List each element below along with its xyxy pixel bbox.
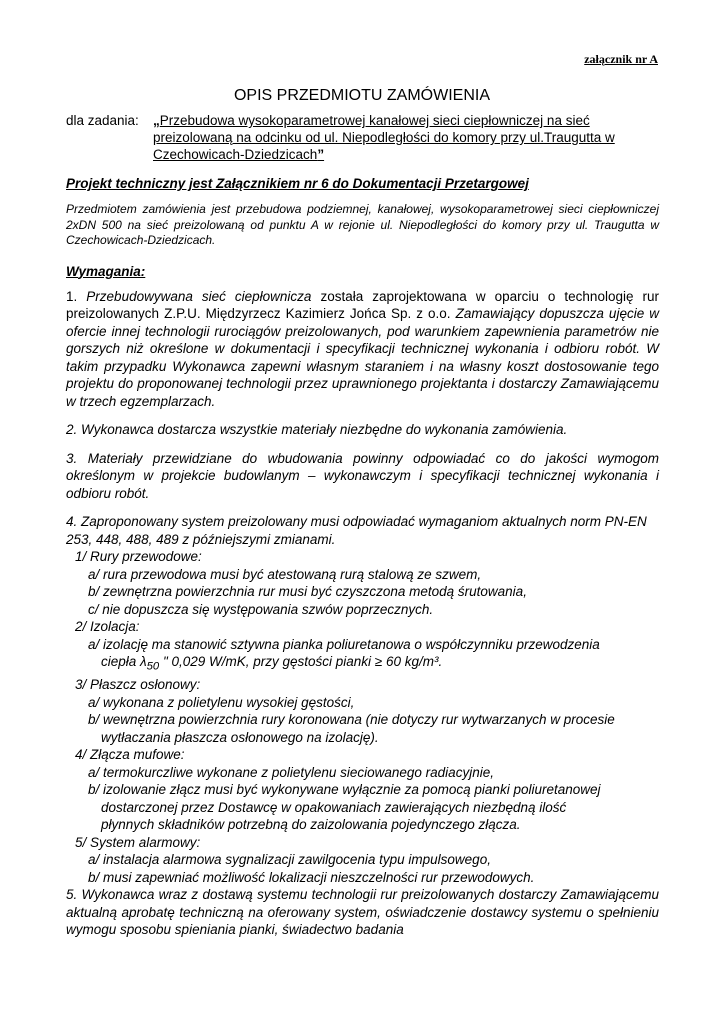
lambda-value: " 0,029 W/mK, przy gęstości pianki ≥ 60 kg/m³. [159, 654, 443, 669]
list-item: b/ izolowanie złącz musi być wykonywane wyłącznie za pomocą pianki poliuretanowej [88, 782, 601, 798]
list-item: a/ izolację ma stanowić sztywna pianka poliuretanowa o współczynniku przewodzenia [88, 636, 600, 652]
req-4-intro: 4. Zaproponowany system preizolowany musi odpowiadać wymaganiom aktualnych norm PN-EN 253, 448, 488, 489 z późniejszymi zmianami. [66, 514, 647, 547]
list-item: b/ wewnętrzna powierzchnia rury koronowana (nie dotyczy rur wytwarzanych w procesie [88, 712, 615, 728]
list-item: b/ zewnętrzna powierzchnia rur musi być czyszczona metodą śrutowania, [88, 584, 527, 599]
subsection-pipes-title: 1/ Rury przewodowe: [75, 549, 202, 564]
task-label: dla zadania: [66, 113, 139, 128]
task-title [153, 112, 666, 163]
list-item: a/ wykonana z polietylenu wysokiej gęstości, [88, 694, 355, 710]
open-quote: „ [153, 113, 160, 128]
subsection-joints-title: 4/ Złącza mufowe: [75, 747, 185, 763]
subsection-alarm-title: 5/ System alarmowy: [75, 834, 201, 850]
req-1-lead: Przebudowywana sieć ciepłownicza [86, 288, 312, 304]
list-item: b/ musi zapewniać możliwość lokalizacji nieszczelności rur przewodowych. [88, 869, 535, 885]
req-1-number: 1. [66, 288, 78, 304]
list-item: a/ termokurczliwe wykonane z polietylenu sieciowanego radiacyjnie, [88, 764, 494, 780]
list-item-continued: wytłaczania płaszcza osłonowego na izolację). [101, 729, 379, 745]
document-title: OPIS PRZEDMIOTU ZAMÓWIENIA [233, 87, 490, 104]
requirements-heading: Wymagania: [66, 263, 146, 279]
requirement-1 [66, 288, 659, 411]
list-item-continued: płynnych składników potrzebną do zaizolowania pojedynczego złącza. [101, 817, 521, 833]
req-1-rest: Zamawiający dopuszcza ujęcie w ofercie innej technologii rurociągów preizolowanych, pod warunkiem zapewnienia parametrów nie gorszych niż określone w dokumentacji i specyfikacji technicznej wykonania i odbioru robót. W takim przypadku Wykonawca zapewni własnym staraniem i na własny koszt dostosowanie tego projektu do proponowanej technologii przez uprawnionego projektanta i dostarczy Zamawiającemu w trzech egzemplarzach. [66, 306, 659, 409]
document-body [66, 175, 659, 950]
list-item: c/ nie dopuszcza się występowania szwów poprzecznych. [88, 601, 434, 617]
task-block [66, 112, 666, 163]
intro-paragraph: Przedmiotem zamówienia jest przebudowa podziemnej, kanałowej, wysokoparametrowej sieci ciepłowniczej 2xDN 500 na sieć preizolowaną od punktu A w rejonie ul. Niepodległości do komory przy ul. Traugutta w Czechowicach-Dziedzicach. [66, 202, 659, 247]
requirement-4 [66, 513, 659, 886]
requirement-2: 2. Wykonawca dostarcza wszystkie materiały niezbędne do wykonania zamówienia. [66, 422, 568, 437]
subsection-casing-title: 3/ Płaszcz osłonowy: [75, 677, 201, 693]
list-item-continued [66, 653, 659, 676]
list-item: a/ rura przewodowa musi być atestowaną rurą stalową ze szwem, [88, 566, 482, 582]
requirement-3: 3. Materiały przewidziane do wbudowania powinny odpowiadać co do jakości wymogom określonym w projekcie budowlanym – wykonawczym i specyfikacji technicznej wykonania i odbioru robót. [66, 450, 659, 501]
lambda-subscript: 50 [146, 660, 160, 673]
requirement-5: 5. Wykonawca wraz z dostawą systemu technologii rur preizolowanych dostarczy Zamawiającemu aktualną aprobatę techniczną na oferowany system, oświadczenie dostawcy systemu o spełnieniu wymogu sposobu spieniania pianki, świadectwo badania [66, 887, 659, 938]
req-1-text: została zaprojektowana w oparciu o technologię rur preizolowanych Z.P.U. Międzyrzecz Kazimierz Jońca Sp. z o.o. [66, 288, 659, 321]
project-note: Projekt techniczny jest Załącznikiem nr 6 do Dokumentacji Przetargowej [66, 176, 529, 191]
list-item-continued: dostarczonej przez Dostawcę w opakowaniach zawierających niezbędną ilość [101, 799, 567, 815]
close-quote: ” [317, 147, 325, 162]
list-item: a/ instalacja alarmowa sygnalizacji zawilgocenia typu impulsowego, [88, 852, 491, 868]
subsection-insulation-title: 2/ Izolacja: [75, 619, 140, 634]
lambda-label: ciepła λ [101, 654, 147, 669]
annex-label: załącznik nr A [584, 52, 658, 66]
task-text: Przebudowa wysokoparametrowej kanałowej sieci ciepłowniczej na sieć preizolowaną na odcinku od ul. Niepodległości do komory przy ul.Traugutta w Czechowicach-Dziedzicach [153, 113, 615, 162]
